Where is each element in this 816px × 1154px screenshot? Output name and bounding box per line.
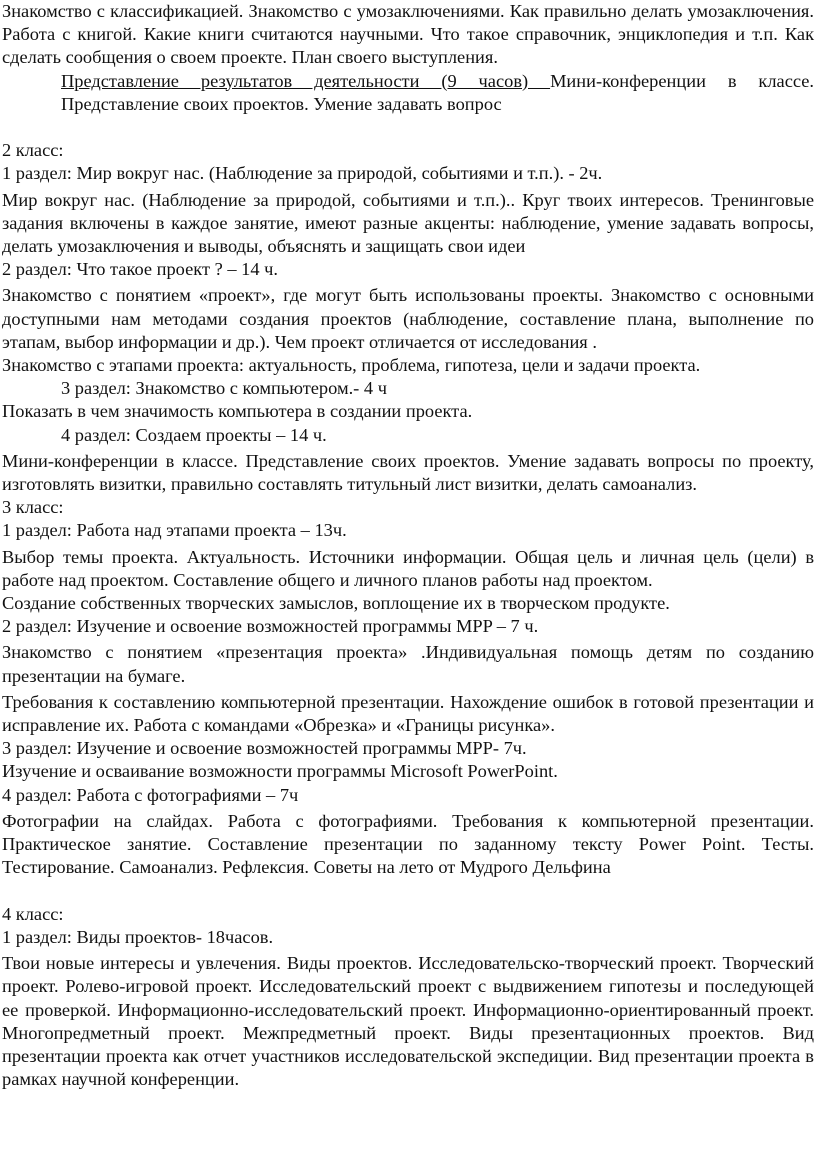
grade-4-heading: 4 класс: bbox=[2, 903, 64, 924]
grade-2-section-4-text: Мини-конференции в классе. Представление своих проектов. Умение задавать вопросы по проекту, изготовлять визитки, правильно составлять титульный лист визитки, делать самоанализ. bbox=[2, 450, 814, 495]
grade-3-heading: 3 класс: bbox=[2, 497, 64, 518]
grade-4-section-1-heading: 1 раздел: Виды проектов- 18часов. bbox=[2, 926, 274, 947]
grade-3-section-3-heading: 3 раздел: Изучение и освоение возможностей программы MPP- 7ч. bbox=[2, 738, 527, 759]
grade-3-section-2-text: Знакомство с понятием «презентация проекта» .Индивидуальная помощь детям по созданию презентации на бумаге. bbox=[2, 642, 814, 686]
grade-3-section-1-text: Выбор темы проекта. Актуальность. Источники информации. Общая цель и личная цель (цели) в работе над проектом. Составление общего и личного планов работы над проектом. bbox=[2, 546, 814, 590]
grade-2-section-2-heading: 2 раздел: Что такое проект ? – 14 ч. bbox=[2, 259, 278, 280]
underlined-heading: Представление результатов деятельности (9 часов) bbox=[61, 70, 551, 91]
grade-2-section-3-text: Показать в чем значимость компьютера в создании проекта. bbox=[2, 401, 473, 422]
paragraph-presentation-results bbox=[2, 70, 814, 116]
grade-3-section-2-requirements: Требования к составлению компьютерной презентации. Нахождение ошибок в готовой презентации и исправление их. Работа с командами «Обрезка» и «Границы рисунка». bbox=[2, 691, 814, 736]
grade-2-section-1-heading: 1 раздел: Мир вокруг нас. (Наблюдение за природой, событиями и т.п.). - 2ч. bbox=[2, 163, 603, 184]
grade-2-heading: 2 класс: bbox=[2, 140, 64, 161]
grade-2-section-4-heading: 4 раздел: Создаем проекты – 14 ч. bbox=[61, 424, 327, 445]
grade-3-section-2-heading: 2 раздел: Изучение и освоение возможностей программы MPP – 7 ч. bbox=[2, 616, 539, 637]
paragraph-text: Мини-конференции в классе. Представление своих проектов. Умение задавать вопрос bbox=[61, 70, 815, 114]
grade-2-section-2-text: Знакомство с понятием «проект», где могут быть использованы проекты. Знакомство с основными доступными нам методами создания проектов (наблюдение, составление плана, выполнение по этапам, выбор информации и др.). Чем проект отличается от исследования . bbox=[2, 285, 814, 352]
grade-3-section-1-heading: 1 раздел: Работа над этапами проекта – 13ч. bbox=[2, 520, 347, 541]
grade-2-section-3-heading: 3 раздел: Знакомство с компьютером.- 4 ч bbox=[61, 378, 387, 399]
grade-4-section-1-text: Твои новые интересы и увлечения. Виды проектов. Исследовательско-творческий проект. Творческий проект. Ролево-игровой проект. Исследовательский проект с выдвижением гипотезы и последующей ее проверкой. Информационно-исследовательский проект. Информационно-ориентированный проект. Многопредметный проект. Межпредметный проект. Виды презентационных проектов. Вид презентации проекта как отчет участников исследовательской экспедиции. Вид презентации проекта в рамках научной конференции. bbox=[2, 953, 814, 1090]
blank-line bbox=[2, 116, 814, 139]
grade-3-section-4-text: Фотографии на слайдах. Работа с фотографиями. Требования к компьютерной презентации. Практическое занятие. Составление презентации по заданному тексту Power Point. Тесты. Тестирование. Самоанализ. Рефлексия. Советы на лето от Мудрого Дельфина bbox=[2, 810, 814, 878]
blank-line bbox=[2, 880, 814, 903]
grade-3-section-4-heading: 4 раздел: Работа с фотографиями – 7ч bbox=[2, 784, 299, 805]
grade-3-section-3-text: Изучение и осваивание возможности программы Microsoft PowerPoint. bbox=[2, 761, 558, 782]
grade-2-section-1-text: Мир вокруг нас. (Наблюдение за природой, событиями и т.п.).. Круг твоих интересов. Тренинговые задания включены в каждое занятие, имеют разные акценты: наблюдение, умение задавать вопросы, делать умозаключения и выводы, объяснять и защищать свои идеи bbox=[2, 189, 814, 257]
grade-2-section-2-stages: Знакомство с этапами проекта: актуальность, проблема, гипотеза, цели и задачи проекта. bbox=[2, 355, 701, 376]
paragraph-intro-topics: Знакомство с классификацией. Знакомство с умозаключениями. Как правильно делать умозаключения. Работа с книгой. Какие книги считаются научными. Что такое справочник, энциклопедия и т.п. Как сделать сообщения о своем проекте. План своего выступления. bbox=[2, 1, 814, 68]
grade-3-section-1-creation: Создание собственных творческих замыслов, воплощение их в творческом продукте. bbox=[2, 593, 670, 614]
